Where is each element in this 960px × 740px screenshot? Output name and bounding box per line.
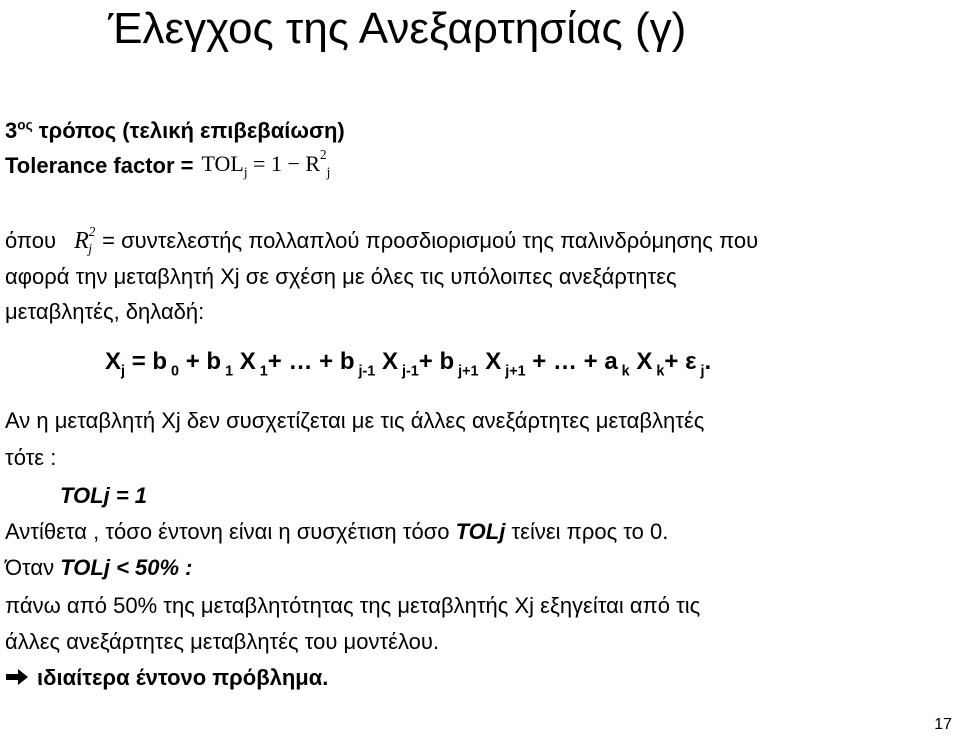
definition-line-3: μεταβλητές, δηλαδή:	[5, 299, 205, 324]
definition-text-1: = συντελεστής πολλαπλού προσδιορισμού της παλινδρόμησης που	[102, 228, 759, 253]
definition-prefix: όπου	[5, 228, 57, 253]
body-line-6: πάνω από 50% της μεταβλητότητας της μεταβλητής Xj εξηγείται από τις	[5, 593, 701, 618]
method-heading	[5, 118, 345, 144]
page-number: 17	[934, 716, 952, 733]
formula-r-sub: j	[326, 164, 331, 180]
tol-equals-one: TOLj = 1	[60, 483, 148, 508]
tolerance-formula	[201, 147, 331, 180]
method-ordinal: ος	[17, 117, 33, 133]
tolerance-line	[5, 147, 331, 180]
body-line-7: άλλες ανεξάρτητες μεταβλητές του μοντέλου.	[5, 629, 439, 654]
conclusion-line	[5, 665, 328, 691]
tolj-threshold: TOLj < 50% :	[60, 555, 193, 580]
conclusion-text: ιδιαίτερα έντονο πρόβλημα.	[37, 665, 329, 690]
slide-title: Έλεγχος της Ανεξαρτησίας (γ)	[108, 4, 687, 53]
formula-tol: TOL	[201, 151, 244, 176]
r-squared-symbol: $R^2_j$	[74, 224, 96, 257]
definition-line-2: αφορά την μεταβλητή Xj σε σχέση με όλες τις υπόλοιπες ανεξάρτητες	[5, 264, 677, 289]
definition-line-1	[5, 224, 759, 257]
tolj-emphasis: TOLj	[455, 519, 506, 544]
body-line-2: τότε :	[5, 445, 57, 470]
tolerance-label: Tolerance factor =	[5, 153, 194, 178]
formula-r-sup: 2	[320, 147, 327, 163]
formula-eq: = 1 − R	[253, 151, 321, 176]
body-line-4: Αντίθετα , τόσο έντονη είναι η συσχέτιση τόσο TOLj τείνει προς το 0.	[5, 519, 669, 544]
formula-tol-sub: j	[243, 164, 248, 180]
regression-equation: $X_j = b$ $_0$ + b $_1$ X $_1$+ … + b $_{j-1}$ X $_{j-1}$+ b $_{j+1}$ X $_{j+1}$ + … + a $_k$ X $_k$+ ε $_j$.	[105, 348, 712, 380]
right-arrow-icon	[5, 666, 29, 692]
body-line-1: Αν η μεταβλητή Xj δεν συσχετίζεται με τις άλλες ανεξάρτητες μεταβλητές	[5, 408, 705, 433]
method-text: τρόπος (τελική επιβεβαίωση)	[38, 118, 345, 143]
body-line-5: Όταν TOLj < 50% :	[5, 555, 193, 580]
method-number: 3	[5, 118, 18, 143]
